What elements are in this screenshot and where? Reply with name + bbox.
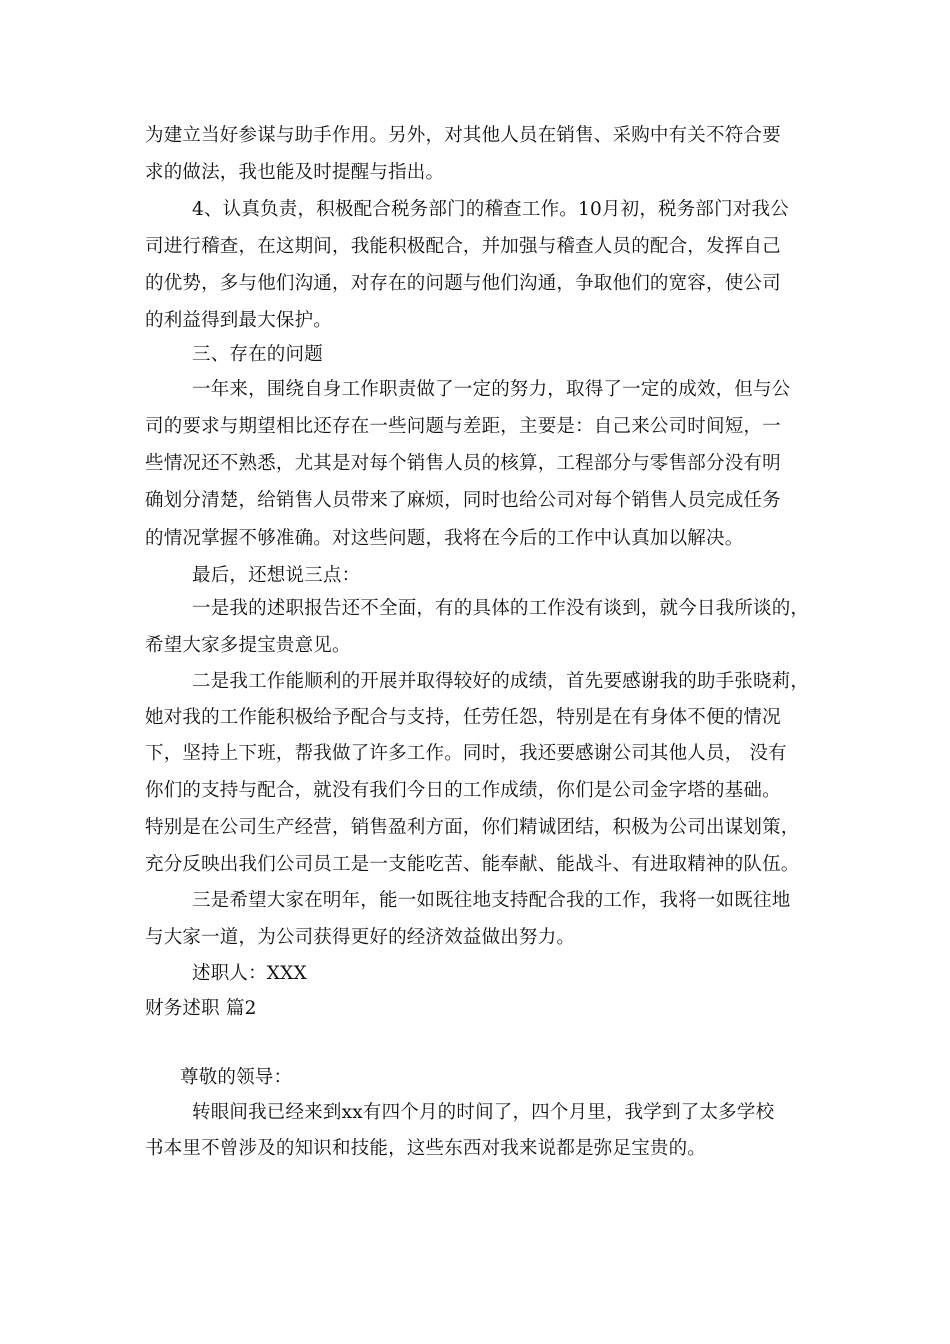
paragraph-line: 4、认真负责，积极配合税务部门的稽查工作。10月初，税务部门对我公 [192,199,789,220]
paragraph-line: 最后，还想说三点： [192,565,361,586]
section-heading: 三、存在的问题 [192,344,323,365]
document-title: 财务述职 篇2 [145,998,257,1019]
paragraph-line: 转眼间我已经来到xx有四个月的时间了，四个月里，我学到了太多学校 [192,1102,775,1123]
paragraph-line: 一是我的述职报告还不全面，有的具体的工作没有谈到，就今日我所谈的， [192,598,810,619]
paragraph-line: 充分反映出我们公司员工是一支能吃苦、能奉献、能战斗、有进取精神的队伍。 [145,854,800,875]
paragraph-line: 为建立当好参谋与助手作用。另外，对其他人员在销售、采购中有关不符合要 [145,125,781,146]
paragraph-line: 的利益得到最大保护。 [145,310,333,331]
paragraph-line: 司进行稽查，在这期间，我能积极配合，并加强与稽查人员的配合，发挥自己 [145,236,781,257]
paragraph-line: 她对我的工作能积极给予配合与支持，任劳任怨，特别是在有身体不便的情况 [145,707,781,728]
paragraph-line: 司的要求与期望相比还存在一些问题与差距，主要是：自己来公司时间短，一 [145,416,781,437]
paragraph-line: 的情况掌握不够准确。对这些问题，我将在今后的工作中认真加以解决。 [145,528,744,549]
paragraph-line: 下，坚持上下班，帮我做了许多工作。同时，我还要感谢公司其他人员， 没有 [145,743,787,764]
paragraph-line: 与大家一道，为公司获得更好的经济效益做出努力。 [145,927,576,948]
signature-line: 述职人：XXX [192,963,307,984]
paragraph-line: 希望大家多提宝贵意见。 [145,635,351,656]
paragraph-line: 书本里不曾涉及的知识和技能，这些东西对我来说都是弥足宝贵的。 [145,1138,707,1159]
paragraph-line: 求的做法，我也能及时提醒与指出。 [145,162,445,183]
paragraph-line: 二是我工作能顺利的开展并取得较好的成绩，首先要感谢我的助手张晓莉， [192,671,810,692]
paragraph-line: 特别是在公司生产经营，销售盈利方面，你们精诚团结，积极为公司出谋划策， [145,817,800,838]
paragraph-line: 三是希望大家在明年，能一如既往地支持配合我的工作，我将一如既往地 [192,890,791,911]
paragraph-line: 的优势，多与他们沟通，对存在的问题与他们沟通，争取他们的宽容，使公司 [145,273,781,294]
paragraph-line: 一年来，围绕自身工作职责做了一定的努力，取得了一定的成效，但与公 [192,379,791,400]
paragraph-line: 你们的支持与配合，就没有我们今日的工作成绩，你们是公司金字塔的基础。 [145,780,781,801]
paragraph-line: 些情况还不熟悉，尤其是对每个销售人员的核算，工程部分与零售部分没有明 [145,453,781,474]
salutation: 尊敬的领导： [180,1067,293,1088]
paragraph-line: 确划分清楚，给销售人员带来了麻烦，同时也给公司对每个销售人员完成任务 [145,490,781,511]
